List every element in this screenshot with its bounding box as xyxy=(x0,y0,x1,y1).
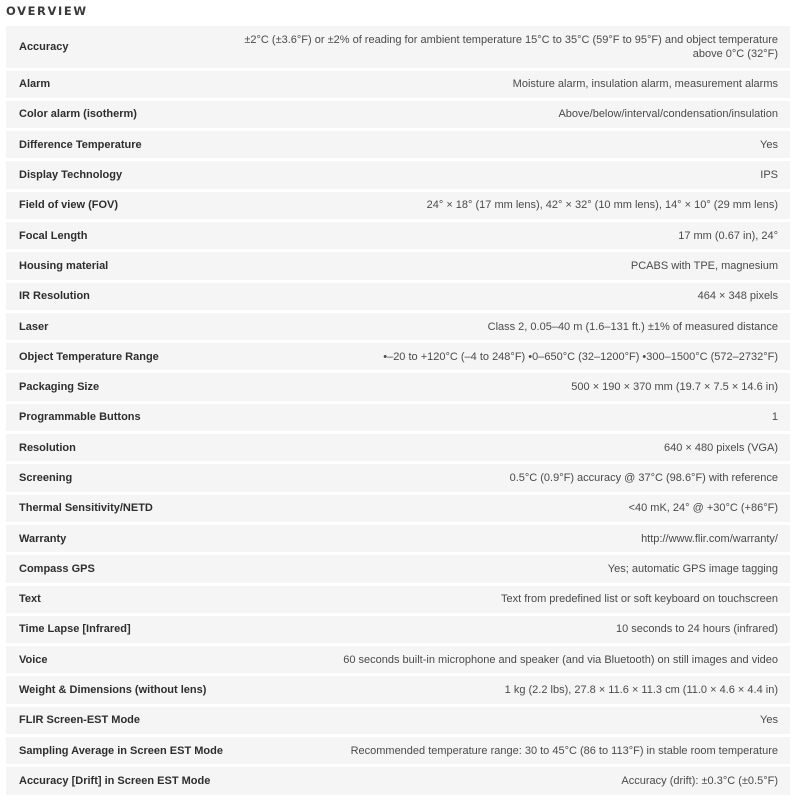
spec-label: Focal Length xyxy=(19,229,88,242)
spec-label: Resolution xyxy=(19,441,76,454)
spec-value: Recommended temperature range: 30 to 45°C (86 to 113°F) in stable room temperature xyxy=(350,744,778,757)
spec-label: FLIR Screen-EST Mode xyxy=(19,714,141,727)
spec-value: 464 × 348 pixels xyxy=(697,290,778,303)
spec-label: Color alarm (isotherm) xyxy=(19,108,137,121)
spec-label: Alarm xyxy=(19,78,51,91)
spec-label: Time Lapse [Infrared] xyxy=(19,623,131,636)
table-row xyxy=(6,71,790,98)
table-row xyxy=(6,101,790,128)
table-row xyxy=(6,707,790,734)
spec-value: Moisture alarm, insulation alarm, measurement alarms xyxy=(512,78,778,91)
spec-value: 1 xyxy=(771,411,778,424)
spec-value: <40 mK, 24° @ +30°C (+86°F) xyxy=(628,502,778,515)
spec-value: Yes xyxy=(760,138,778,151)
table-row xyxy=(6,252,790,279)
table-row xyxy=(6,555,790,582)
table-row xyxy=(6,495,790,522)
table-row xyxy=(6,313,790,340)
spec-label: Warranty xyxy=(19,532,67,545)
spec-label: Housing material xyxy=(19,259,109,272)
table-row xyxy=(6,646,790,673)
table-row xyxy=(6,767,790,794)
spec-value: 0.5°C (0.9°F) accuracy @ 37°C (98.6°F) with reference xyxy=(509,472,778,484)
spec-value: 60 seconds built-in microphone and speaker (and via Bluetooth) on still images and video xyxy=(343,653,778,666)
spec-label: Display Technology xyxy=(19,169,123,182)
table-row xyxy=(6,343,790,370)
table-row xyxy=(6,616,790,643)
spec-label: Screening xyxy=(19,472,73,484)
spec-value: 17 mm (0.67 in), 24° xyxy=(678,229,778,242)
spec-label: Programmable Buttons xyxy=(19,411,141,424)
table-row xyxy=(6,131,790,158)
spec-label: Object Temperature Range xyxy=(19,350,159,363)
spec-value: Above/below/interval/condensation/insulation xyxy=(558,108,778,121)
table-row xyxy=(6,676,790,703)
spec-label: IR Resolution xyxy=(19,290,90,303)
spec-label: Packaging Size xyxy=(19,381,100,394)
table-row xyxy=(6,26,790,68)
spec-label: Accuracy [Drift] in Screen EST Mode xyxy=(19,774,211,787)
table-row xyxy=(6,222,790,249)
spec-value: 500 × 190 × 370 mm (19.7 × 7.5 × 14.6 in) xyxy=(571,381,778,394)
table-row xyxy=(6,161,790,188)
table-row xyxy=(6,404,790,431)
spec-value: Text from predefined list or soft keyboard on touchscreen xyxy=(501,593,778,606)
table-row xyxy=(6,586,790,613)
table-row xyxy=(6,283,790,310)
spec-value: 24° × 18° (17 mm lens), 42° × 32° (10 mm lens), 14° × 10° (29 mm lens) xyxy=(426,199,778,212)
table-row xyxy=(6,434,790,461)
spec-label: Sampling Average in Screen EST Mode xyxy=(19,744,223,757)
spec-value: ±2°C (±3.6°F) or ±2% of reading for ambient temperature 15°C to 35°C (59°F to 95°F) and object temperature above 0°C (32°F) xyxy=(244,33,778,60)
spec-table xyxy=(6,26,790,795)
spec-label: Compass GPS xyxy=(19,562,95,575)
spec-value: 1 kg (2.2 lbs), 27.8 × 11.6 × 11.3 cm (11.0 × 4.6 × 4.4 in) xyxy=(504,684,778,697)
spec-value: Accuracy (drift): ±0.3°C (±0.5°F) xyxy=(621,774,778,787)
table-row xyxy=(6,192,790,219)
section-title: OVERVIEW xyxy=(6,4,88,18)
spec-value: PCABS with TPE, magnesium xyxy=(630,259,778,272)
spec-label: Difference Temperature xyxy=(19,138,142,151)
spec-label: Accuracy xyxy=(19,40,69,53)
spec-label: Voice xyxy=(19,653,48,666)
spec-value: 640 × 480 pixels (VGA) xyxy=(663,441,778,454)
spec-value: •–20 to +120°C (–4 to 248°F) •0–650°C (32–1200°F) •300–1500°C (572–2732°F) xyxy=(383,350,778,363)
spec-label: Laser xyxy=(19,320,49,333)
table-row xyxy=(6,464,790,491)
warranty-link[interactable]: http://www.flir.com/warranty/ xyxy=(641,532,778,545)
table-row xyxy=(6,373,790,400)
spec-value: Yes xyxy=(760,714,778,727)
spec-label: Field of view (FOV) xyxy=(19,199,119,212)
spec-label: Thermal Sensitivity/NETD xyxy=(19,502,153,515)
spec-value: 10 seconds to 24 hours (infrared) xyxy=(615,623,778,636)
spec-value: Yes; automatic GPS image tagging xyxy=(607,562,778,575)
spec-value: IPS xyxy=(760,169,778,182)
spec-label: Text xyxy=(19,593,41,606)
spec-label: Weight & Dimensions (without lens) xyxy=(19,684,207,697)
table-row xyxy=(6,525,790,552)
spec-value: Class 2, 0.05–40 m (1.6–131 ft.) ±1% of measured distance xyxy=(487,320,778,333)
table-row xyxy=(6,737,790,764)
